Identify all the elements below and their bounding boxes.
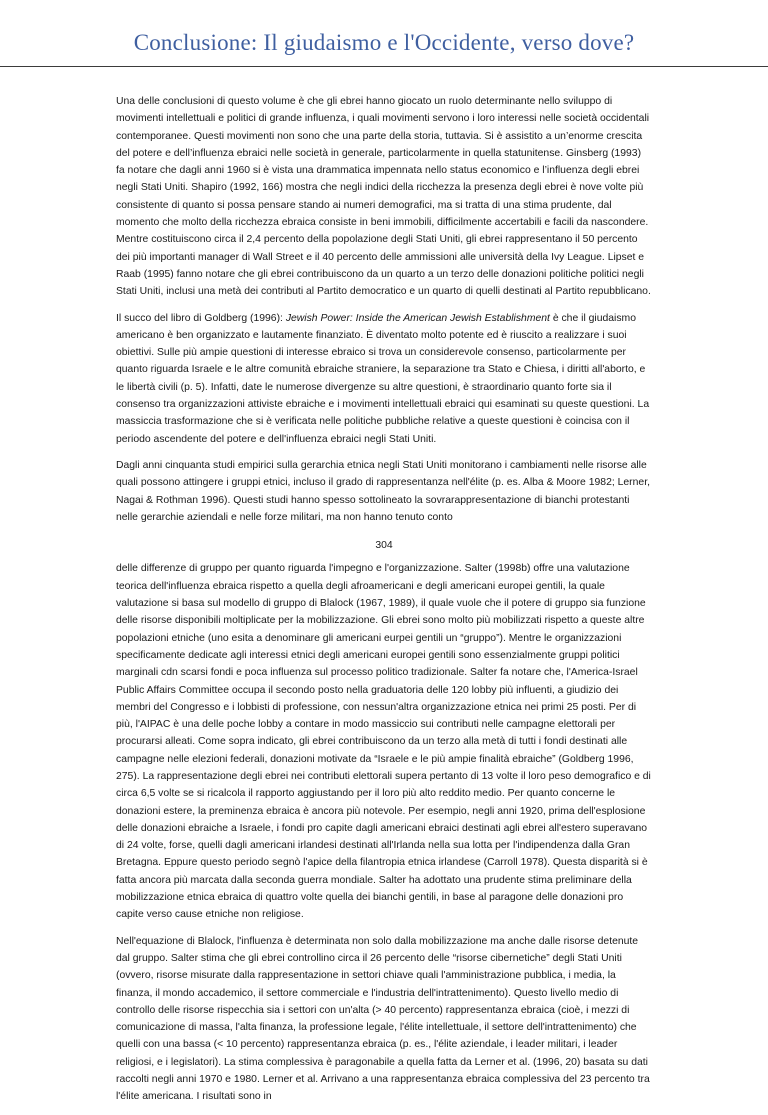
paragraph-1: Una delle conclusioni di questo volume è che gli ebrei hanno giocato un ruolo determinante nello sviluppo di movimenti intellettuali e politici di grande influenza, i quali movimenti servono i loro interessi nelle società occidentali contemporanee. Questi movimenti non sono che una parte della storia, tuttavia. Si è assistito a un’enorme crescita del potere e dell’influenza ebraici nelle società in generale, particolarmente in quella statunitense. Ginsberg (1993) fa notare che dagli anni 1960 si è vista una drammatica impennata nello status economico e l’influenza degli ebrei negli Stati Uniti. Shapiro (1992, 166) mostra che negli indici della ricchezza la presenza degli ebrei è nove volte più consistente di quanto si possa pensare stando ai numeri demografici, ma si tratta di una stima prudente, dal momento che molto della ricchezza ebraica consiste in beni immobili, difficilmente accertabili e facili da nascondere. Mentre costituiscono circa il 2,4 percento della popolazione degli Stati Uniti, gli ebrei rappresentano il 50 percento dei più importanti manager di Wall Street e il 40 percento delle ammissioni alle università della Ivy League. Lipset e Raab (1995) fanno notare che gli ebrei contribuiscono da un quarto a un terzo delle donazioni politiche politici negli Stati Uniti, inclusi una metà dei contributi al Partito democratico e un quarto di quelli destinati al Partito repubblicano. [116,96,651,298]
document-body [116,93,652,1115]
paragraph-2 [116,310,652,448]
paragraph-3: Dagli anni cinquanta studi empirici sulla gerarchia etnica negli Stati Uniti monitorano i cambiamenti nelle risorse alle quali possono attingere i gruppi etnici, incluso il grado di rappresentanza nell'élite (p. es. Alba & Moore 1982; Lerner, Nagai & Rothman 1996). Questi studi hanno spesso sottolineato la sovrarappresentazione di bianchi protestanti nelle gerarchie aziendali e nelle forze militari, ma non hanno tenuto conto [116,459,650,523]
paragraph-2-text-after: è che il giudaismo americano è ben organizzato e lautamente finanziato. È diventato molto potente ed è riuscito a realizzare i suoi obiettivi. Sulle più ampie questioni di interesse ebraico si trova un considerevole consenso, particolarmente per quanto riguarda Israele e le altre comunità ebraiche straniere, la separazione tra Stato e Chiesa, i diritti all'aborto, e le libertà civili (p. 5). Infatti, date le numerose divergenze su altre questioni, è straordinario quanto forte sia il consenso tra organizzazioni attiviste ebraiche e i movimenti intellettuali ebraici qui esaminati su queste questioni. La massiccia trasformazione che si è verificata nelle politiche pubbliche relative a queste questioni è coincisa con il periodo ascendente del potere e dell'influenza ebraici negli Stati Uniti. [116,312,650,445]
title-divider [0,66,768,67]
book-title-italic: Jewish Power: Inside the American Jewish Establishment [285,312,550,324]
page-title: Conclusione: Il giudaismo e l'Occidente, verso dove? [133,30,635,55]
paragraph-4: delle differenze di gruppo per quanto riguarda l'impegno e l'organizzazione. Salter (1998b) offre una valutazione teorica dell'influenza ebraica rispetto a quella degli afroamericani e degli americani europei gentili, la quale valutazione si basa sul modello di gruppo di Blalock (1967, 1989), il quale vuole che il potere di gruppo sia funzione delle risorse disponibili moltiplicate per la mobilizzazione. Gli ebrei sono molto più mobilizzati rispetto a queste altre popolazioni etniche (uno esita a denominare gli americani eurpei gentili un “gruppo”). Mentre le organizzazioni specificamente dedicate agli interessi etnici degli americani europei gentili sono essenzialmente gruppi politici marginali cdn scarsi fondi e poca influenza sul processo politico tradizionale. Salter fa notare che, l'America-Israel Public Affairs Committee occupa il secondo posto nella graduatoria delle 120 lobby più influenti, a giudizio dei membri del Congresso e i lobbisti di professione, con nessun'altra organizzazione etnica nei primi 25 posti. Per di più, l'AIPAC è una delle poche lobby a contare in modo massiccio sui contributi nelle campagne elettorali per procurarsi alleati. Come sopra indicato, gli ebrei contribuiscono da un terzo alla metà di tutti i fondi destinati alle campagne nelle elezioni federali, donazioni motivate da “Israele e le più ampie finalità ebraiche” (Goldberg 1996, 275). La rappresentazione degli ebrei nei contributi elettorali supera pertanto di 13 volte il loro peso demografico e di circa 6,5 volte se si ricalcola il rapporto aggiustando per il loro più alto reddito medio. Per quanto concerne le donazioni estere, la preminenza ebraica è ancora più notevole. Per esempio, negli anni 1920, prima dell'esplosione delle donazioni ebraiche a Israele, i fondi pro capite dagli americani ebraici destinati agli ebrei all'estero superavano di 24 volte, forse, quelli dagli americani irlandesi destinati all'Irlanda nella sua lotta per l'indipendenza dalla Gran Bretagna. Eppure questo periodo segnò l'apice della filantropia etnica irlandese (Carroll 1978). Questa disparità si è fatta ancora più marcata dalla seconda guerra mondiale. Salter ha adottato una prudente stima preliminare della mobilizzazione etnica ebraica di quattro volte quella dei bianchi gentili, in base al paragone delle donazioni pro capite verso cause etniche non religiose. [116,563,651,921]
page-number: 304 [375,540,393,552]
paragraph-2-text-before: Il succo del libro di Goldberg (1996): [116,312,286,324]
paragraph-5: Nell'equazione di Blalock, l'influenza è determinata non solo dalla mobilizzazione ma anche dalle risorse detenute dal gruppo. Salter stima che gli ebrei controllino circa il 26 percento delle “risorse cibernetiche” degli Stati Uniti (ovvero, risorse misurate dalla rappresentazione in settori chiave quali l'amministrazione pubblica, i media, la finanza, il mondo accademico, il settore commerciale e l'industria dell'intrattenimento). Questo livello medio di controllo delle risorse rispecchia sia i settori con un'alta (> 40 percento) rappresentanza ebraica (cioè, i mezzi di comunicazione di massa, l'alta finanza, la professione legale, l'élite intellettuale, il settore dell'intrattenimento) che quelli con una bassa (< 10 percento) rappresentanza ebraica (p. es., l'élite aziendale, i leader militari, i leader religiosi, e i legislatori). La stima complessiva è paragonabile a quella fatta da Lerner et al. (1996, 20) basata su dati raccolti negli anni 1970 e 1980. Lerner et al. Arrivano a una rappresentanza ebraica complessiva del 23 percento tra l'élite americana. I risultati sono in [116,935,650,1103]
